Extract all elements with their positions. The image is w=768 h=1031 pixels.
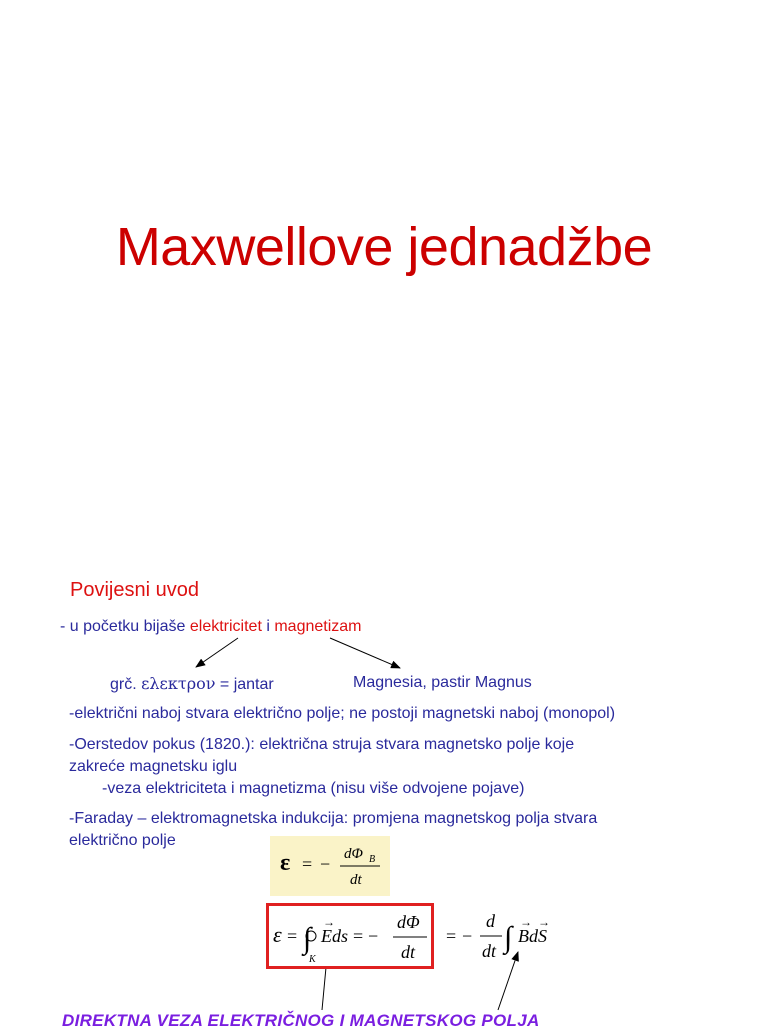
magnesia-origin: Magnesia, pastir Magnus	[353, 674, 532, 691]
line-veza: -veza elektriciteta i magnetizma (nisu više odvojene pojave)	[102, 780, 525, 797]
emf-symbol-2: ε	[273, 922, 282, 947]
section-heading: Povijesni uvod	[70, 579, 199, 601]
line-naboj: -električni naboj stvara električno polje; ne postoji magnetski naboj (monopol)	[69, 705, 616, 722]
vector-arrow-e: →	[323, 915, 335, 929]
line-oersted-2: zakreće magnetsku iglu	[69, 758, 238, 775]
dphi-numerator: dΦ	[344, 846, 363, 862]
equals-sign-4: =	[446, 926, 457, 946]
integral-formula-box	[266, 903, 434, 969]
intro-mid: i	[261, 618, 275, 635]
integral-formula-svg	[269, 906, 431, 966]
line-faraday-2: električno polje	[69, 832, 176, 849]
greek-suffix: = jantar	[215, 676, 274, 693]
arrow-to-magnesia	[330, 638, 400, 668]
dt-den-2: dt	[401, 942, 416, 962]
dt-denominator: dt	[350, 872, 362, 888]
dt-den-3: dt	[482, 941, 497, 961]
contour-k: K	[309, 954, 316, 965]
line-faraday-1: -Faraday – elektromagnetska indukcija: promjena magnetskog polja stvara	[69, 810, 598, 827]
equals-sign: =	[302, 854, 313, 874]
minus-sign-3: −	[462, 926, 473, 946]
word-magnetizam: magnetizam	[274, 618, 362, 635]
emf-symbol: ε	[280, 850, 291, 876]
minus-sign-2: −	[368, 926, 379, 946]
greek-word: ελεκτρον	[141, 674, 216, 693]
faraday-formula-svg	[270, 836, 390, 896]
arrow-to-greek	[196, 638, 238, 667]
subscript-b: B	[369, 854, 376, 865]
equals-sign-2: =	[287, 926, 298, 946]
equals-sign-3: =	[353, 926, 364, 946]
e-ds: Eds	[321, 926, 348, 946]
word-elektricitet: elektricitet	[189, 618, 262, 635]
greek-origin	[110, 673, 274, 696]
minus-sign: −	[320, 854, 331, 874]
line-oersted-1: -Oerstedov pokus (1820.): električna struja stvara magnetsko polje koje	[69, 736, 575, 753]
slide-title: Maxwellove jednadžbe	[115, 217, 653, 277]
vector-arrow-b: →	[520, 915, 532, 929]
bottom-conclusion: DIREKTNA VEZA ELEKTRIČNOG I MAGNETSKOG POLJA	[62, 1011, 540, 1030]
vector-arrow-s: →	[538, 915, 550, 929]
d-numerator: d	[486, 911, 495, 931]
faraday-formula	[270, 836, 390, 896]
surface-integral-formula	[440, 903, 570, 969]
intro-prefix: - u početku bijaše	[60, 618, 190, 635]
b-ds: BdS	[518, 926, 547, 946]
dphi-num-2: dΦ	[397, 912, 420, 932]
integral-sign: ∫	[303, 922, 312, 955]
surface-integral-sign: ∫	[504, 921, 513, 954]
greek-prefix: grč.	[110, 676, 142, 693]
